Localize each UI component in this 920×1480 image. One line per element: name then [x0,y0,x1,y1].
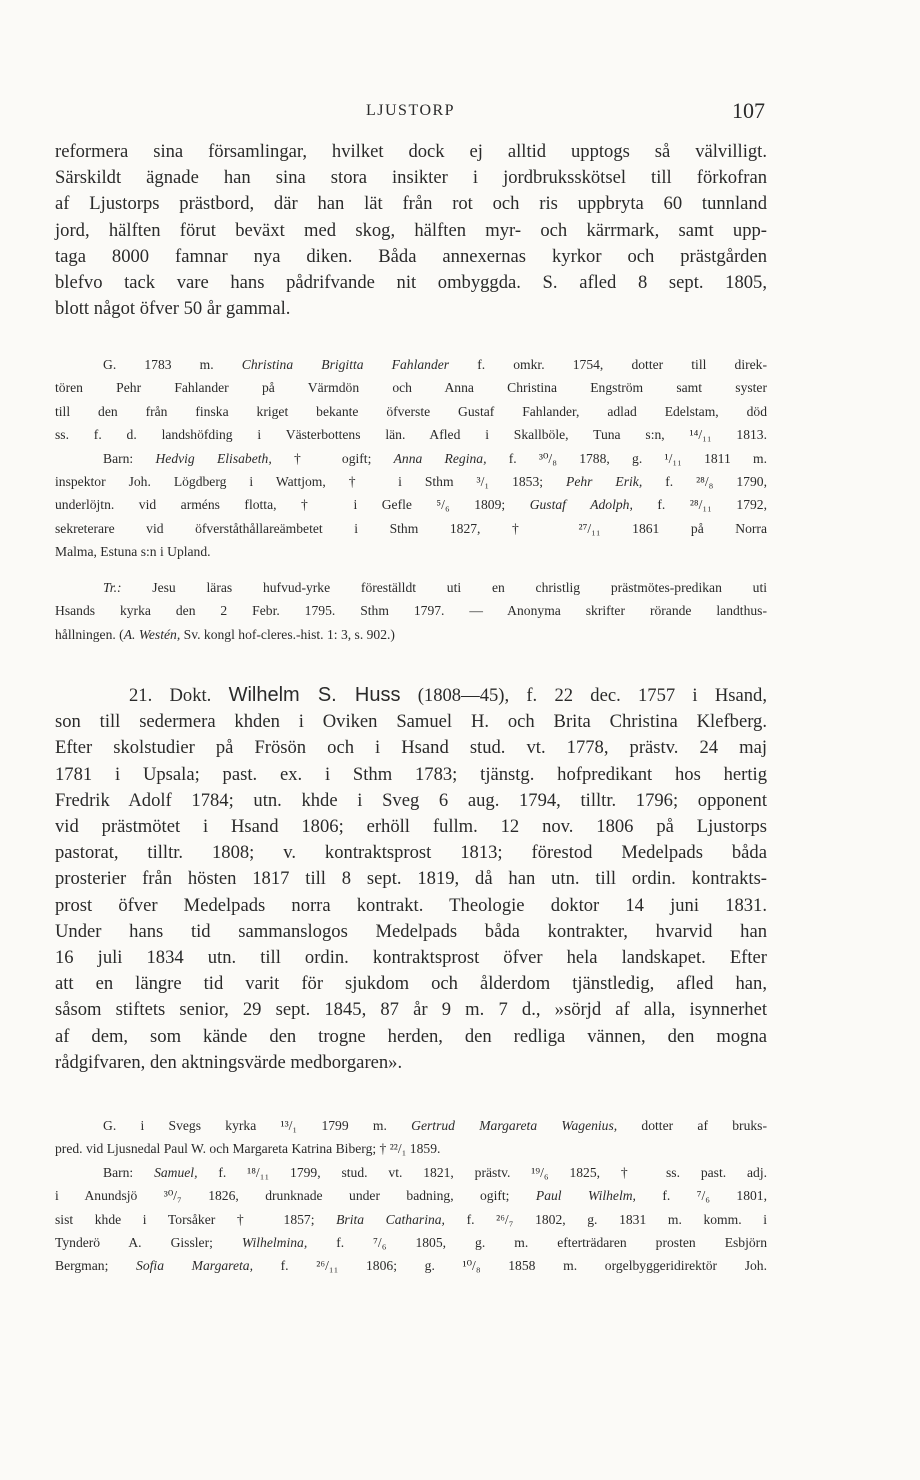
paragraph-continuation [55,139,767,322]
text-line: prost öfver Medelpads norra kontrakt. Theologie doktor 14 juni 1831. [55,894,767,916]
text-line: i Anundsjö ³⁰/₇ 1826, drunknade under badning, ogift; Paul Wilhelm, f. ⁷/₆ 1801, [55,1188,767,1204]
family-note [55,1114,767,1278]
text-line: son till sedermera khden i Oviken Samuel H. och Brita Christina Klefberg. [55,711,767,733]
text-line: reformera sina församlingar, hvilket dock ej alltid upptogs så välvilligt. [55,141,767,162]
text-line: 16 juli 1834 utn. till ordin. kontraktsprost öfver hela landskapet. Efter [55,947,767,969]
text-line: tören Pehr Fahlander på Värmdön och Anna Christina Engström samt syster [55,380,767,396]
text-line: Efter skolstudier på Frösön och i Hsand stud. vt. 1778, prästv. 24 maj [55,737,767,759]
text-line: till den från finska kriget bekante öfverste Gustaf Fahlander, adlad Edelstam, död [55,403,767,419]
text-line: underlöjtn. vid arméns flotta, † i Gefle ⁵/₆ 1809; Gustaf Adolph, f. ²⁸/₁₁ 1792, [55,497,767,513]
text-line: blefvo tack vare hans pådrifvande nit ombyggda. S. afled 8 sept. 1805, [55,272,767,294]
text-line: Barn: Samuel, f. ¹⁸/₁₁ 1799, stud. vt. 1821, prästv. ¹⁹/₆ 1825, † ss. past. adj. [103,1164,767,1180]
text-line: Under hans tid sammanslogos Medelpads båda kontrakter, hvarvid han [55,920,767,942]
page-number: 107 [732,98,765,123]
text-line: att en längre tid varit för sjukdom och ålderdom tjänstledig, afled han, [55,973,767,995]
text-line: Hsands kyrka den 2 Febr. 1795. Sthm 1797. — Anonyma skrifter rörande landthus- [55,603,767,619]
text-line: Barn: Hedvig Elisabeth, † ogift; Anna Regina, f. ³⁰/₈ 1788, g. ¹/₁₁ 1811 m. [103,450,767,466]
text-line: pastorat, tilltr. 1808; v. kontraktsprost 1813; förestod Medelpads båda [55,842,767,864]
text-line: af Ljustorps prästbord, där han lät från rot och ris uppbryta 60 tunnland [55,193,767,215]
text-line: af dem, som kände den trogne herden, den redliga vännen, den mogna [55,1025,767,1047]
page-header [0,98,920,128]
text-line: jord, hälften förut beväxt med skog, hälften myr- och kärrmark, samt upp- [55,219,767,241]
text-line: Bergman; Sofia Margareta, f. ²⁶/₁₁ 1806; g. ¹⁰/₈ 1858 m. orgelbyggeridirektör Joh. [55,1258,767,1274]
text-line: blott något öfver 50 år gammal. [55,298,291,320]
text-line: sekreterare vid öfverståthållareämbetet i Sthm 1827, † ²⁷/₁₁ 1861 på Norra [55,520,767,536]
text-line: ss. f. d. landshöfding i Västerbottens län. Afled i Skallböle, Tuna s:n, ¹⁴/₁₁ 1813. [55,427,767,443]
text-line: Särskildt ägnade han sina stora insikter i jordbruksskötsel till förkofran [55,167,767,189]
text-line: pred. vid Ljusnedal Paul W. och Margareta Katrina Biberg; † ²²/₁ 1859. [55,1141,441,1157]
running-title: LJUSTORP [366,102,456,119]
text-line: taga 8000 famnar nya diken. Båda annexernas kyrkor och prästgården [55,245,767,267]
text-line: prosterier från hösten 1817 till 8 sept. 1819, då han utn. till ordin. kontrakts- [55,868,767,890]
entry-heading: 21. Dokt. Wilhelm S. Huss (1808—45), f. 22 dec. 1757 i Hsand, [129,684,767,706]
text-line: hållningen. (A. Westén, Sv. kongl hof-cleres.-hist. 1: 3, s. 902.) [55,626,395,642]
text-line: G. 1783 m. Christina Brigitta Fahlander f. omkr. 1754, dotter till direk- [103,357,767,372]
marriage-note [55,353,767,564]
text-line: sist khde i Torsåker † 1857; Brita Catharina, f. ²⁶/₇ 1802, g. 1831 m. komm. i [55,1211,767,1227]
text-line: vid prästmötet i Hsand 1806; erhöll fullm. 12 nov. 1806 på Ljustorps [55,816,767,838]
text-line: såsom stiftets senior, 29 sept. 1845, 87 år 9 m. 7 d., »sörjd af alla, isynnerhet [55,999,767,1021]
text-line: Malma, Estuna s:n i Upland. [55,544,211,560]
text-line: inspektor Joh. Lögdberg i Wattjom, † i Sthm ³/₁ 1853; Pehr Erik, f. ²⁸/₈ 1790, [55,474,767,490]
text-line: G. i Svegs kyrka ¹³/₁ 1799 m. Gertrud Margareta Wagenius, dotter af bruks- [103,1118,767,1133]
person-name: Wilhelm S. Huss [228,684,401,706]
text-line: Fredrik Adolf 1784; utn. khde i Sveg 6 aug. 1794, tilltr. 1796; opponent [55,789,767,811]
text-line: Tr.: Jesu läras hufvud-yrke föreställdt uti en christlig prästmötes-predikan uti [103,580,767,595]
text-line: Tynderö A. Gissler; Wilhelmina, f. ⁷/₆ 1805, g. m. efterträdaren prosten Esbjörn [55,1235,767,1251]
entry-wilhelm-huss [55,682,767,1076]
writings-note [55,576,767,646]
text-line: 1781 i Upsala; past. ex. i Sthm 1783; tjänstg. hofpredikant hos hertig [55,763,767,785]
text-line: rådgifvaren, den aktningsvärde medborgaren». [55,1051,403,1073]
